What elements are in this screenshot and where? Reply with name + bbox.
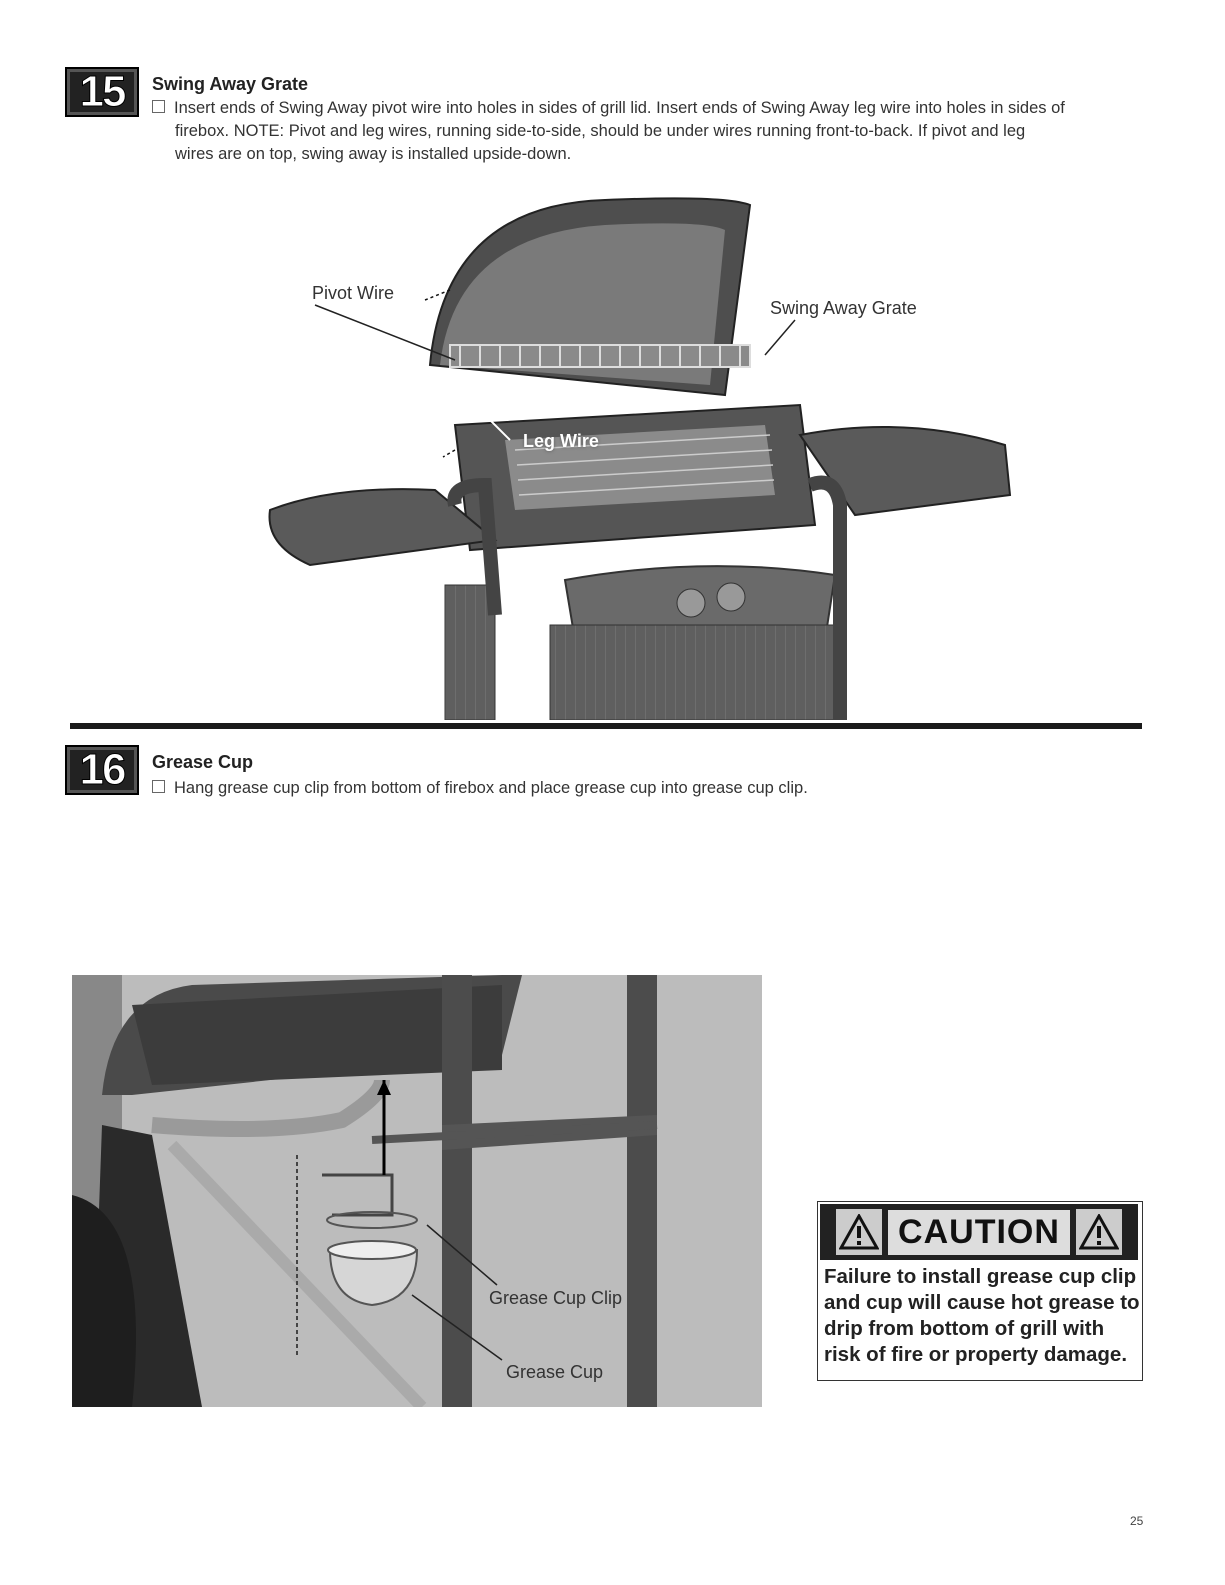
step-15-line-3: wires are on top, swing away is installed upside-down. [175, 145, 572, 163]
checkbox-icon [152, 100, 165, 113]
step-15-instructions [152, 97, 1152, 166]
grease-cup-label: Grease Cup [506, 1362, 604, 1382]
pivot-wire-label: Pivot Wire [312, 283, 395, 303]
step-15-title: Swing Away Grate [152, 74, 309, 94]
checkbox-icon [152, 780, 165, 793]
warning-triangle-icon [836, 1209, 882, 1255]
step-16-line-1: Hang grease cup clip from bottom of firebox and place grease cup into grease cup clip. [174, 779, 808, 797]
caution-heading: CAUTION [888, 1210, 1070, 1255]
step-16-number: 16 [79, 745, 125, 794]
section-divider [70, 723, 1142, 729]
leg-wire-label: Leg Wire [523, 431, 599, 451]
grease-cup-clip-label: Grease Cup Clip [489, 1288, 623, 1308]
step-15-badge [65, 67, 139, 117]
swing-away-grate-label: Swing Away Grate [770, 298, 917, 318]
step-15-line-1: Insert ends of Swing Away pivot wire into holes in sides of grill lid. Insert ends of Swing Away leg wire into holes in sides of [174, 99, 1065, 117]
warning-triangle-icon [1076, 1209, 1122, 1255]
step-15-number: 15 [79, 67, 125, 116]
caution-header [820, 1204, 1138, 1260]
grease-cup-figure [72, 975, 762, 1407]
caution-text: Failure to install grease cup clip and cup will cause hot grease to drip from bottom of grill with risk of fire or property damage. [824, 1265, 1140, 1366]
step-15-line-2: firebox. NOTE: Pivot and leg wires, running side-to-side, should be under wires running front-to-back. If pivot and leg [175, 122, 1026, 140]
step-16-title: Grease Cup [152, 752, 254, 772]
caution-box [817, 1201, 1143, 1381]
page-number: 25 [1130, 1514, 1144, 1528]
step-16-badge [65, 745, 139, 795]
step-16-instructions [152, 777, 1152, 800]
grill-swing-away-figure [255, 195, 1025, 720]
